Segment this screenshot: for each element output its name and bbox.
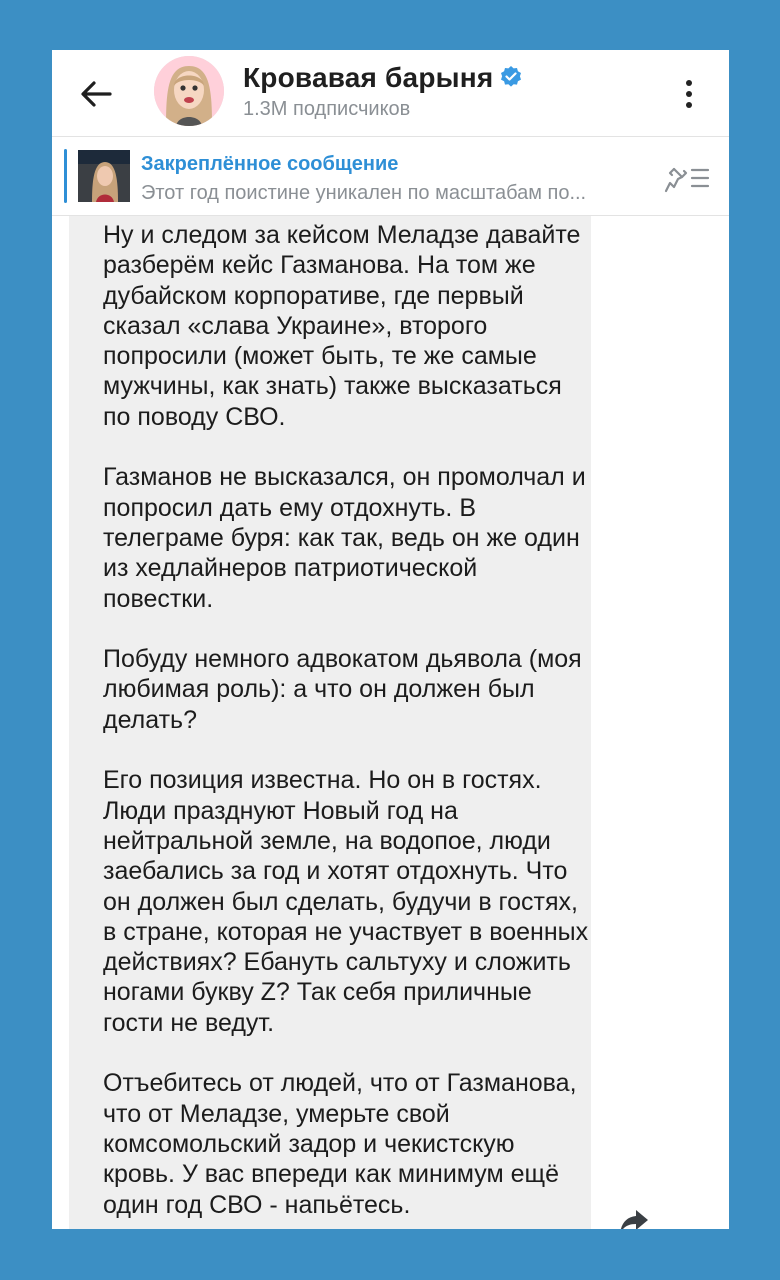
back-button[interactable] [74,72,118,116]
message-paragraph: Отъебитесь от людей, что от Газманова, что от Меладзе, умерьте свой комсомольский задор и чекистскую кровь. У вас впереди как минимум ещё один год СВО - напьётесь. [103,1069,577,1219]
pinned-thumbnail [78,150,130,202]
verified-badge-icon [499,65,523,89]
message-paragraph: Его позиция известна. Но он в гостях. Люди празднуют Новый год на нейтральной земле, на водопое, люди заебались за год и хотят отдохнуть. Что он должен был сделать, будучи в гостях, в стране, которая не участвует в военных действиях? Ебануть сальтуху и сложить ногами букву Z? Так себя приличные гости не ведут. [103,766,589,1037]
message-list[interactable] [52,216,729,1229]
pinned-preview-text: Этот год поистине уникален по масштабам по... [141,182,587,204]
message-paragraph: Побуду немного адвокатом дьявола (моя любимая роль): а что он должен был делать? [103,645,582,734]
pinned-message-bar[interactable] [52,136,729,216]
message-bubble[interactable] [69,216,591,1229]
share-arrow-icon [618,1208,650,1229]
forward-button[interactable] [618,1208,650,1229]
message-paragraph: Ну и следом за кейсом Меладзе давайте разберём кейс Газманова. На том же дубайском корпоративе, где первый сказал «слава Украине», второго попросили (может быть, те же самые мужчины, как знать) также высказаться по поводу СВО. [103,221,581,431]
channel-title: Кровавая барыня [243,62,494,93]
message-paragraph: Газманов не высказался, он промолчал и попросил дать ему отдохнуть. В телеграме буря: как так, ведь он же один из хедлайнеров патриотической повестки. [103,463,586,613]
message-text [103,220,593,1229]
pinned-label: Закреплённое сообщение [141,153,399,175]
subscriber-count: 1.3M подписчиков [243,98,411,120]
arrow-left-icon [80,80,112,108]
telegram-channel-screen [52,50,729,1229]
channel-header [52,50,729,136]
more-vertical-icon [686,80,692,86]
pinned-list-icon [664,161,712,195]
pinned-indicator [64,149,67,203]
pinned-thumbnail-image [78,150,130,202]
channel-avatar[interactable] [154,56,224,126]
avatar-illustration [154,56,224,126]
more-menu-button[interactable] [674,72,704,116]
more-vertical-icon [686,102,692,108]
channel-title-row[interactable] [243,62,523,94]
more-vertical-icon [686,91,692,97]
pinned-list-button[interactable] [664,161,712,195]
